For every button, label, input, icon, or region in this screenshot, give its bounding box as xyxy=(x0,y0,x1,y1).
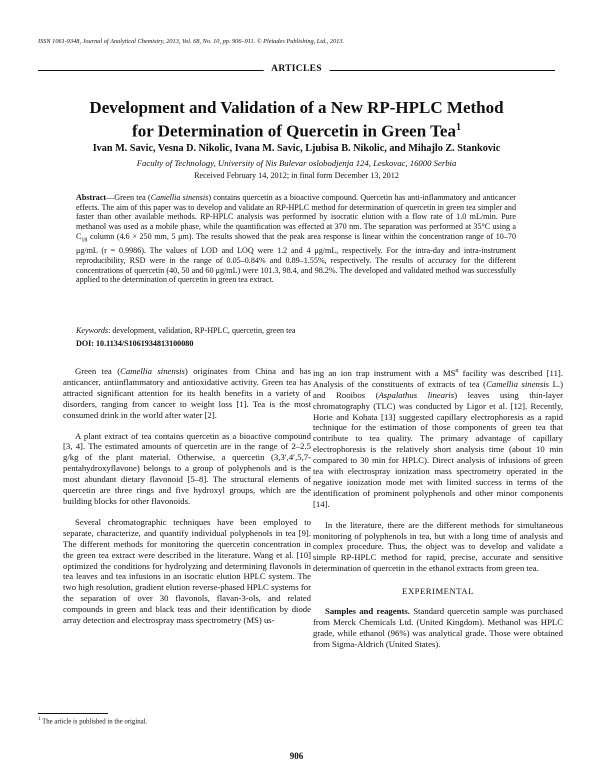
abstract-dash: — xyxy=(106,193,115,202)
footnote-rule xyxy=(38,713,108,714)
page-number: 906 xyxy=(289,751,304,761)
paragraph xyxy=(313,366,563,510)
footnote-text: The article is published in the original. xyxy=(40,718,148,726)
affiliation: Faculty of Technology, University of Nis Bulevar oslobodjenja 124, Leskovac, 16000 Serbia xyxy=(136,158,457,168)
text-run: ing an ion trap instrument with a MS xyxy=(313,367,456,378)
keywords xyxy=(76,326,516,335)
text-run: Green tea ( xyxy=(75,366,121,376)
paragraph xyxy=(313,606,563,650)
abstract-text-1: Green tea ( xyxy=(114,193,151,202)
abstract-label: Abstract xyxy=(76,193,107,202)
doi: DOI: 10.1134/S1061934813100080 xyxy=(76,339,194,348)
paragraph xyxy=(63,366,311,421)
paragraph: In the literature, there are the different methods for simultaneous monitoring of polyphenols in tea, but with a long time of analysis and complex procedure. Thus, the object was to develop and validate a simple RP-HPLC method for rapid, precise, accurate and sensitive determination of quercetin in the ethanol extracts from green tea. xyxy=(313,519,563,574)
title-line-1: Development and Validation of a New RP-HPLC Method xyxy=(89,98,504,117)
title-footnote-mark: 1 xyxy=(455,122,461,133)
section-heading: EXPERIMENTAL xyxy=(402,586,474,597)
received-dates: Received February 14, 2012; in final form December 13, 2012 xyxy=(194,171,399,180)
title-line-2: for Determination of Quercetin in Green Tea xyxy=(132,121,456,141)
abstract xyxy=(76,193,516,285)
abstract-text-2: ) contains quercetin as a bioactive compound. Quercetin has anti-inflammatory and anticancer effects. The aim of this paper was to develop and validate an RP-HPLC method for determination of quercetin in green tea simpler and faster than other available methods. RP-HPLC analysis was performed by isocratic elution with a flow rate of 1.0 mL/min. Pure methanol was used as a mobile phase, while the quantification was effected at 370 nm. The separation was performed at 35°C using a C xyxy=(76,193,516,241)
section-label: ARTICLES xyxy=(263,64,330,74)
text-run: ) leaves using thin-layer chromatography (TLC) was conducted by Ligor et al. [12]. Recently, Horie and Kohata [13] suggested capillary electrophoresis as a rapid technique for the estimation of those components of green tea that contribute to tea quality. The primary advantage of capillary electrophoresis is the relatively short analysis time (about 10 min compared to 30 min for HPLC). Direct analysis of infusions of green tea with electrospray ionization mass spectrometry operated in the negative ionization mode met with limited success in terms of the identification of prominent polyphenols and other minor components [14]. xyxy=(313,389,563,509)
paper-title xyxy=(38,98,555,142)
author-list: Ivan M. Savic, Vesna D. Nikolic, Ivana M. Savic, Ljubisa B. Nikolic, and Mihajlo Z. Stankovic xyxy=(92,143,501,154)
text-run: Standard quercetin sample was purchased from Merck Chemicals Ltd. (United Kingdom). Methanol was HPLC grade, while ethanol (96%) was analytical grade. Those were obtained from Sigma-Aldrich (United States). xyxy=(313,606,563,649)
paragraph: Several chromatographic techniques have been employed to separate, characterize, and quantify individual polyphenols in tea [9]. The different methods for monitoring the quercetin concentration in the green tea extract were described in the literature. Wang et al. [10] optimized the conditions for hydrolyzing and determining flavonols in tea leaves and tea infusions in an isocratic elution HPLC system. The two high resolution, gradient elution reverse-phased HPLC systems for the separation of over 30 flavonols, flavan-3-ols, and related compounds in green and black teas and their identification by diode array detection and electrospray mass spectrometry (MS) us- xyxy=(63,516,311,626)
abstract-species: Camellia sinensis xyxy=(150,193,209,202)
paragraph: A plant extract of tea contains quercetin as a bioactive compound [3, 4]. The estimated amounts of quercetin are in the range of 2–2.5 g/kg of the plant material. Otherwise, a quercetin (3,3′,4′,5,7-pentahydroxyflavone) belongs to a group of polyphenols and is the most abundant dietary flavonoid [5–8]. The structural elements of quercetin are three rings and five hydroxyl groups, which are the building blocks for other flavonoids. xyxy=(63,430,311,506)
text-run: ) originates from China and has anticancer, antiinflammatory and antioxidative activity. Green tea has attracted significant attention for its health benefits in a variety of disorders, ranging from cancer to weight loss [1]. Tea is the most consumed drink in the world after water [2]. xyxy=(63,366,311,420)
right-column xyxy=(313,366,563,660)
section-banner xyxy=(38,64,555,76)
run-in-heading: Samples and reagents. xyxy=(325,606,410,617)
keywords-text: : development, validation, RP-HPLC, quercetin, green tea xyxy=(108,326,296,335)
footnote-mark: 1 xyxy=(38,717,41,722)
keywords-label: Keywords xyxy=(76,326,109,335)
abstract-text-3: column (4.6 × 250 mm, 5 μm). The results showed that the peak area response is linear within the concentration range of 10–70 μg/mL (r = 0.9986). The values of LOD and LOQ were 1.2 and 4 μg/mL, respectively. For the intra-day and intra-instrument reproducibility, RSD were in the range of 0.05–0.84% and 0.89–1.55%, respectively. The results of accuracy for the different concentrations of quercetin (40, 50 and 60 μg/mL) were 101.3, 98.4, and 98.2%. The developed and validated method was successfully applied to the determination of quercetin in green tea extract. xyxy=(76,231,516,285)
superscript: n xyxy=(455,368,459,374)
text-run: L.) and Rooibos ( xyxy=(313,378,564,400)
species-name: Camellia sinensis xyxy=(120,366,185,376)
text-run: facility was described [11]. Analysis of the constituents of extracts of tea ( xyxy=(313,367,563,389)
journal-citation: ISSN 1061-9348, Journal of Analytical Chemistry, 2013, Vol. 68, No. 10, pp. 906–911. © Pleiades Publishing, Ltd., 2013. xyxy=(38,38,345,45)
species-name: Camellia sinensis xyxy=(486,378,550,389)
abstract-subscript: 18 xyxy=(81,237,88,244)
footnote xyxy=(38,717,288,725)
species-name: Aspalathus linearis xyxy=(378,389,455,400)
left-column xyxy=(63,366,311,636)
